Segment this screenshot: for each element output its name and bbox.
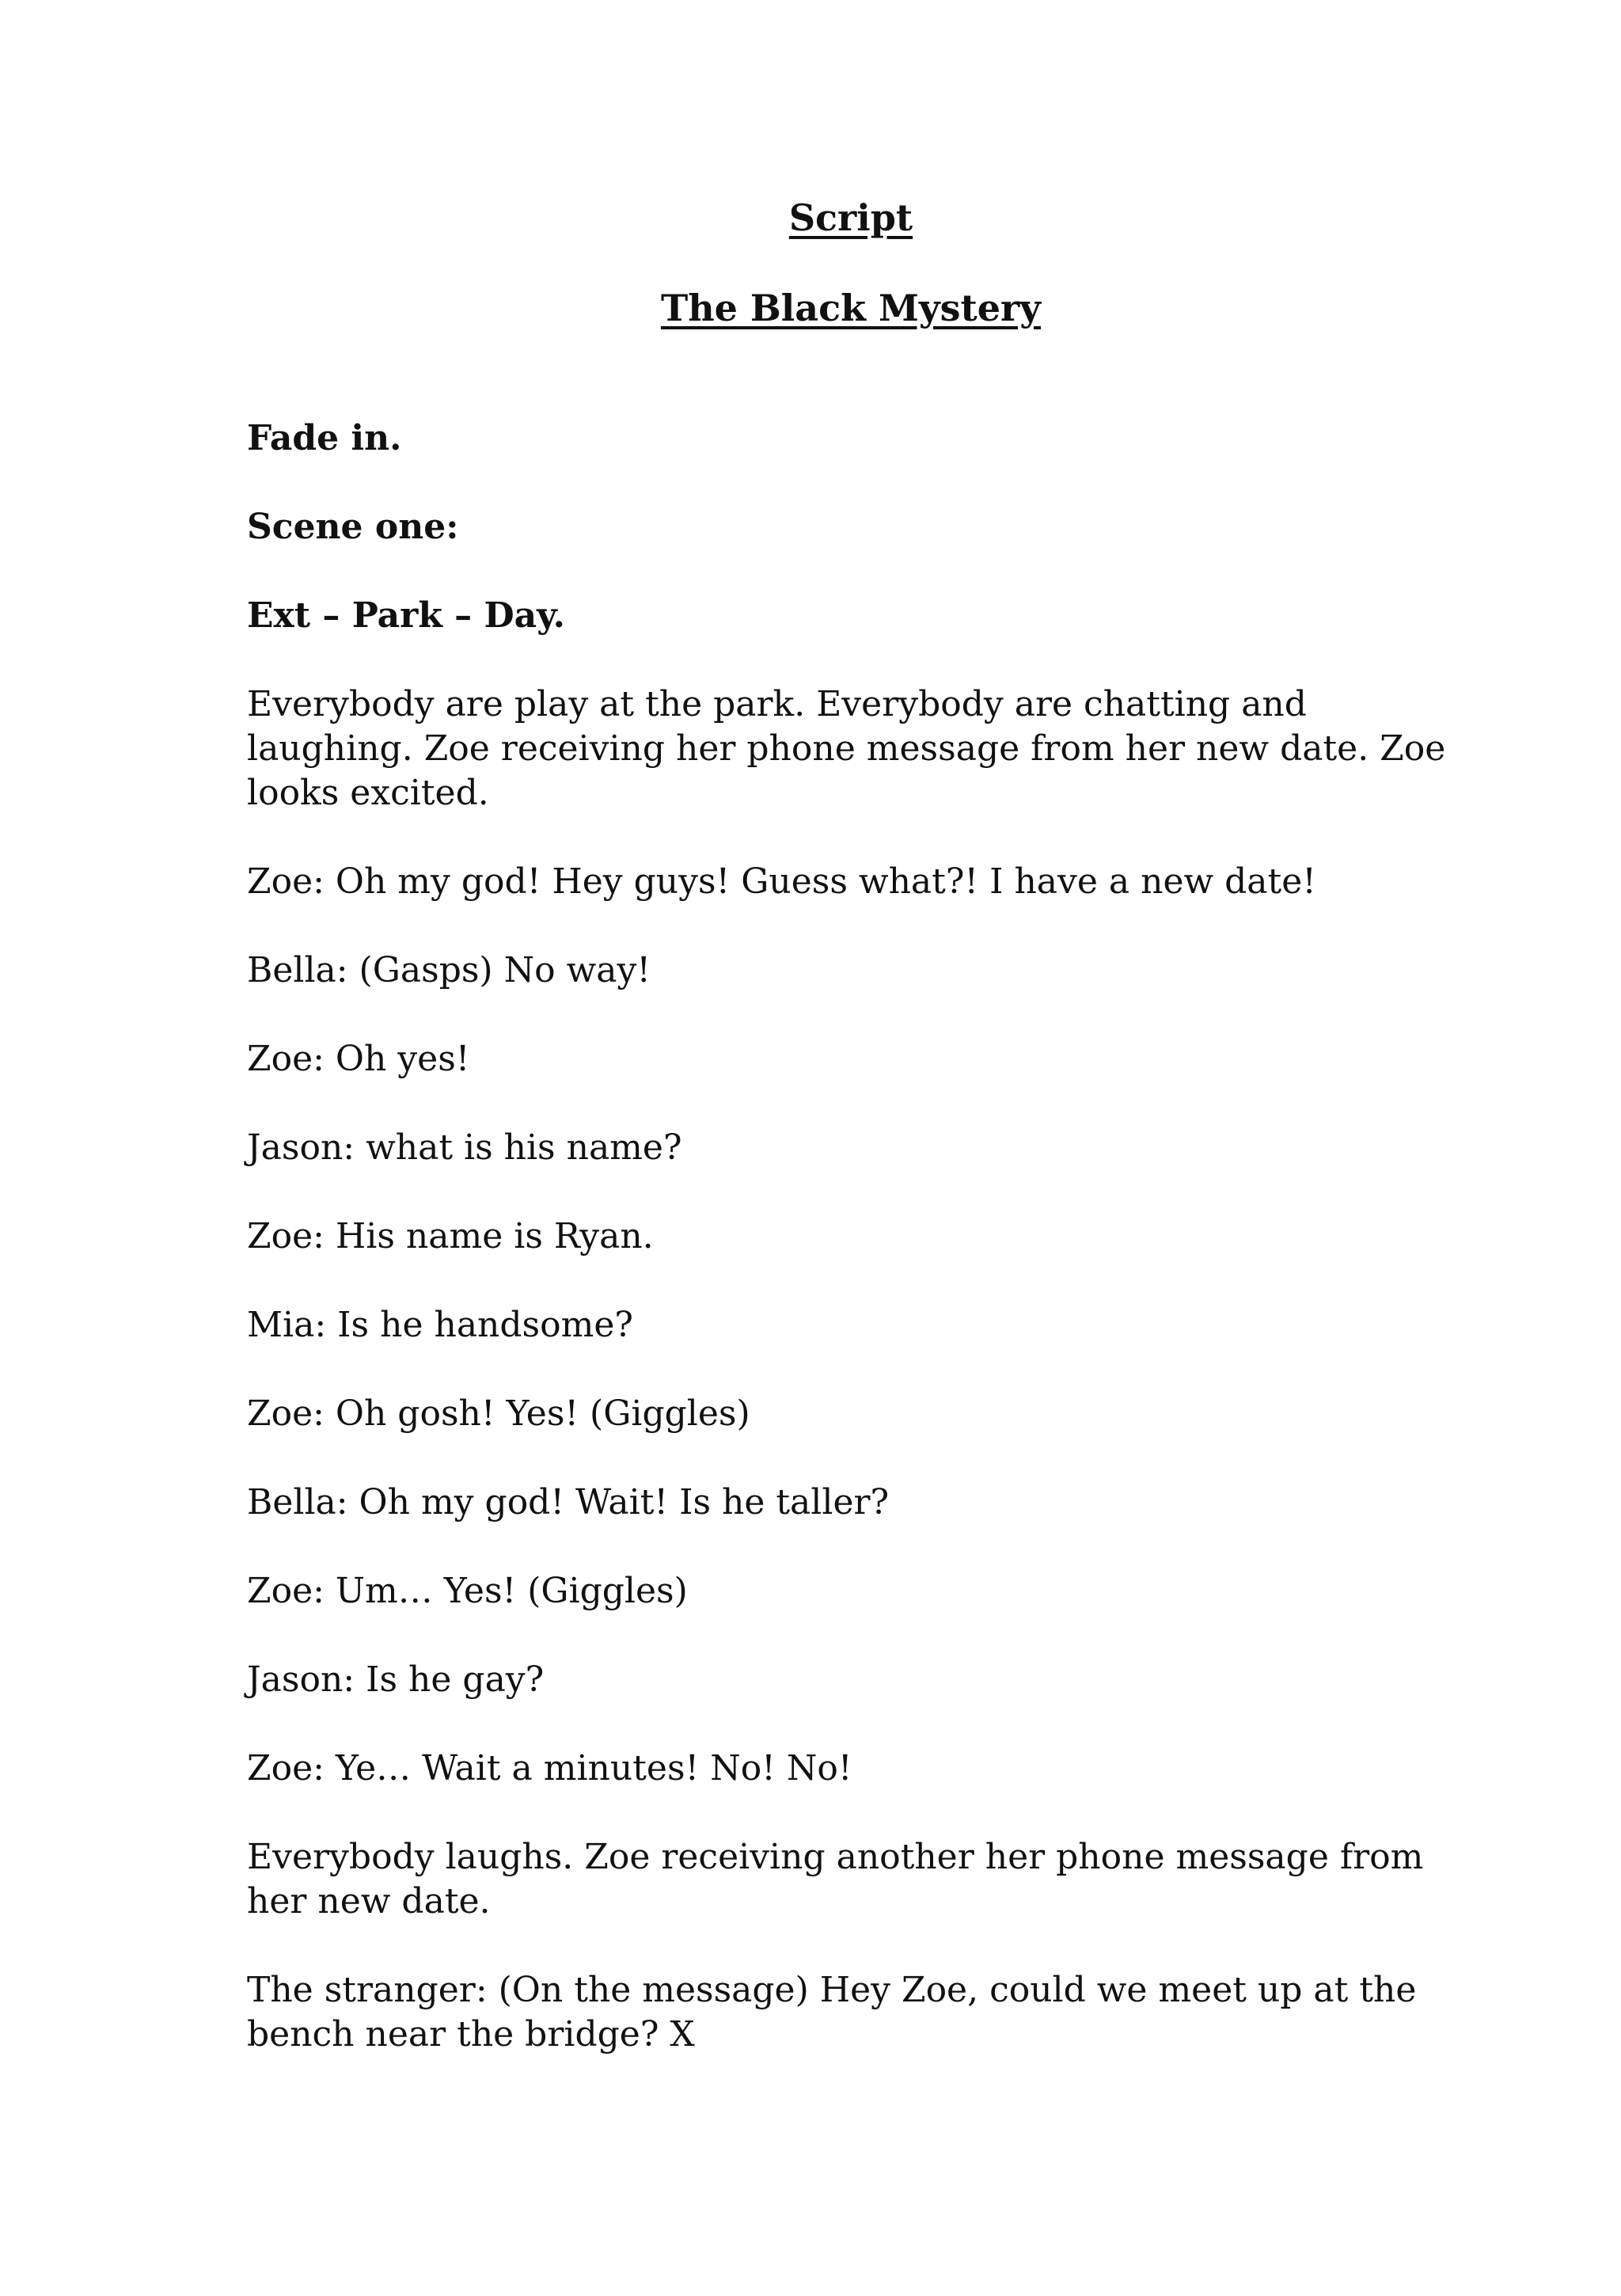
script-body xyxy=(247,416,1482,2101)
script-paragraph: Scene one: xyxy=(247,507,459,547)
script-paragraph: Everybody are play at the park. Everybody are chatting and laughing. Zoe receiving her phone message from her new date. Zoe looks excited. xyxy=(247,684,1446,813)
script-paragraph: Zoe: His name is Ryan. xyxy=(247,1216,654,1256)
script-paragraph: Zoe: Ye… Wait a minutes! No! No! xyxy=(247,1748,852,1789)
script-paragraph: Bella: (Gasps) No way! xyxy=(247,950,651,990)
script-paragraph: Jason: Is he gay? xyxy=(247,1659,545,1700)
script-paragraph: Mia: Is he handsome? xyxy=(247,1305,633,1345)
script-paragraph: Everybody laughs. Zoe receiving another her phone message from her new date. xyxy=(247,1837,1424,1922)
script-paragraph: Zoe: Oh gosh! Yes! (Giggles) xyxy=(247,1393,750,1434)
script-paragraph: Fade in. xyxy=(247,418,402,458)
script-paragraph: Bella: Oh my god! Wait! Is he taller? xyxy=(247,1482,890,1522)
script-paragraph: The stranger: (On the message) Hey Zoe, could we meet up at the bench near the bridge? X xyxy=(247,1970,1417,2055)
script-paragraph: Jason: what is his name? xyxy=(247,1127,682,1168)
script-paragraph: Zoe: Oh yes! xyxy=(247,1039,470,1079)
script-paragraph: Ext – Park – Day. xyxy=(247,595,565,636)
script-paragraph: Zoe: Um… Yes! (Giggles) xyxy=(247,1571,688,1611)
document-title: Script xyxy=(788,196,913,239)
script-paragraph: Zoe: Oh my god! Hey guys! Guess what?! I have a new date! xyxy=(247,861,1316,902)
document-subtitle: The Black Mystery xyxy=(660,287,1042,329)
